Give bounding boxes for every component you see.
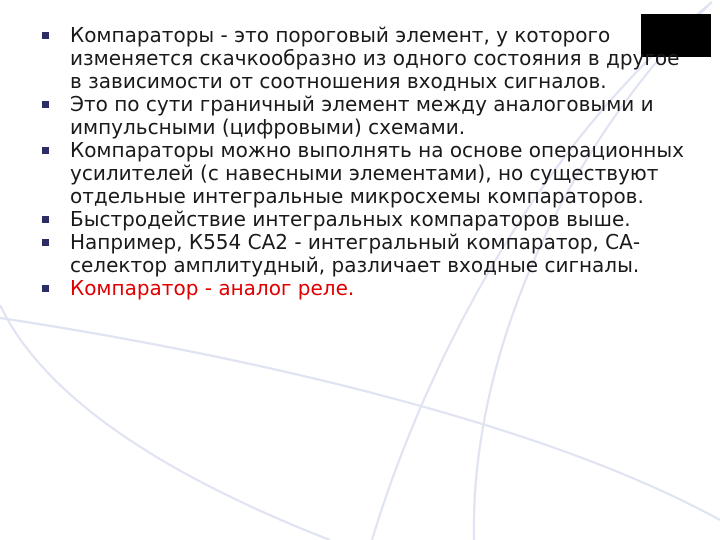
bullet-text-highlighted: Компаратор - аналог реле. (70, 276, 355, 300)
bullet-text: Например, К554 СА2 - интегральный компаратор, СА- селектор амплитудный, различает входные сигналы. (70, 230, 641, 277)
bullet-list (42, 24, 692, 300)
bullet-text: Это по сути граничный элемент между аналоговыми и импульсными (цифровыми) схемами. (70, 92, 654, 139)
bullet-text: Компараторы можно выполнять на основе операционных усилителей (с навесными элементами), но существуют отдельные интегральные микросхемы компараторов. (70, 138, 685, 208)
square-bullet-icon (42, 32, 49, 39)
bullet-text: Компараторы - это пороговый элемент, у которого изменяется скачкообразно из одного состояния в другое в зависимости от соотношения входных сигналов. (70, 23, 680, 93)
square-bullet-icon (42, 239, 49, 246)
square-bullet-icon (42, 285, 49, 292)
square-bullet-icon (42, 147, 49, 154)
bullet-item (42, 93, 692, 139)
square-bullet-icon (42, 216, 49, 223)
bullet-item (42, 208, 692, 231)
bullet-text: Быстродействие интегральных компараторов выше. (70, 207, 631, 231)
bullet-item (42, 24, 692, 93)
bullet-item (42, 231, 692, 277)
bullet-item (42, 139, 692, 208)
bullet-item-highlighted (42, 277, 692, 300)
square-bullet-icon (42, 101, 49, 108)
